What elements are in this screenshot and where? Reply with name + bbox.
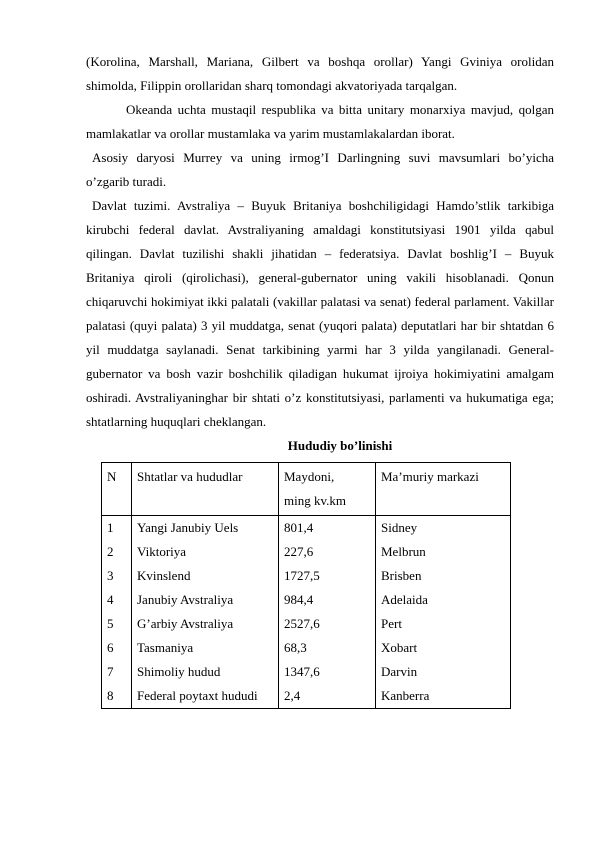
cell-state-name: Kvinslend — [137, 568, 191, 583]
cell-state-name: Janubiy Avstraliya — [137, 592, 234, 607]
cell-number: 5 — [107, 616, 114, 631]
paragraph-rivers: Asosiy daryosi Murrey va uning irmog’I Darlingning suvi mavsumlari bo’yicha o’zgarib turadi. — [86, 150, 554, 189]
cell-area: 1727,5 — [284, 568, 320, 583]
cell-number: 1 — [107, 520, 114, 535]
cell-state-name: Viktoriya — [137, 544, 187, 559]
cell-number: 2 — [107, 544, 114, 559]
cell-number: 8 — [107, 688, 114, 703]
document-body — [86, 50, 554, 458]
cell-state-name: G’arbiy Avstraliya — [137, 616, 234, 631]
header-center: Ma’muriy markazi — [376, 463, 511, 516]
header-area-line1: Maydoni, — [284, 469, 335, 484]
paragraph-republics: Okeanda uchta mustaqil respublika va bitta unitary monarxiya mavjud, qolgan mamlakatlar va orollar mustamlaka va yarim mustamlakalardan iborat. — [86, 102, 554, 141]
table-body-row — [102, 516, 511, 709]
cell-center: Kanberra — [381, 688, 430, 703]
cell-state-name: Shimoliy hudud — [137, 664, 221, 679]
cell-center: Pert — [381, 616, 402, 631]
cell-area: 68,3 — [284, 640, 307, 655]
cell-area: 801,4 — [284, 520, 314, 535]
column-number — [102, 516, 132, 709]
paragraph-government: Davlat tuzimi. Avstraliya – Buyuk Britaniya boshchiligidagi Hamdo’stlik tarkibiga kirubchi federal davlat. Avstraliyaning amaldagi konstitutsiyasi 1901 yilda qabul qilingan. Davlat tuzilishi shakli jihatidan – federatsiya. Davlat boshlig’I – Buyuk Britaniya qiroli (qirolichasi), general-gubernator uning vakili hisoblanadi. Qonun chiqaruvchi hokimiyat ikki palatali (vakillar palatasi va senat) federal parlament. Vakillar palatasi (quyi palata) 3 yil muddatga, senat (yuqori palata) deputatlari har bir shtatdan 6 yil muddatga saylanadi. Senat tarkibining yarmi har 3 yilda yangilanadi. General-gubernator va bosh vazir boshchilik qiladigan hukumat ijroiya hokimiyatini amalgam oshiradi. Avstraliyaninghar bir shtati o’z konstitutsiyasi, parlamenti va hukumatiga ega; shtatlarning huquqlari cheklangan. — [86, 198, 554, 429]
column-states — [132, 516, 279, 709]
cell-area: 1347,6 — [284, 664, 320, 679]
cell-center: Xobart — [381, 640, 418, 655]
cell-state-name: Tasmaniya — [137, 640, 194, 655]
cell-area: 984,4 — [284, 592, 314, 607]
cell-area: 2,4 — [284, 688, 301, 703]
table-header-row — [102, 463, 511, 516]
cell-center: Sidney — [381, 520, 418, 535]
cell-number: 7 — [107, 664, 114, 679]
cell-state-name: Yangi Janubiy Uels — [137, 520, 239, 535]
header-states: Shtatlar va hududlar — [132, 463, 279, 516]
table-title: Hududiy bo’linishi — [287, 438, 393, 453]
cell-center: Melbrun — [381, 544, 426, 559]
header-number: N — [102, 463, 132, 516]
header-area — [279, 463, 376, 516]
header-area-line2: ming kv.km — [284, 493, 346, 508]
cell-center: Brisben — [381, 568, 422, 583]
column-center — [376, 516, 511, 709]
cell-number: 6 — [107, 640, 114, 655]
column-area — [279, 516, 376, 709]
cell-number: 4 — [107, 592, 114, 607]
paragraph-islands: (Korolina, Marshall, Mariana, Gilbert va boshqa orollar) Yangi Gviniya orolidan shimolda, Filippin orollaridan sharq tomondagi akvatoriyada tarqalgan. — [86, 54, 554, 93]
regions-table — [101, 462, 511, 709]
cell-center: Adelaida — [381, 592, 428, 607]
cell-area: 227,6 — [284, 544, 314, 559]
cell-number: 3 — [107, 568, 114, 583]
cell-center: Darvin — [381, 664, 418, 679]
cell-area: 2527,6 — [284, 616, 320, 631]
cell-state-name: Federal poytaxt hududi — [137, 688, 258, 703]
